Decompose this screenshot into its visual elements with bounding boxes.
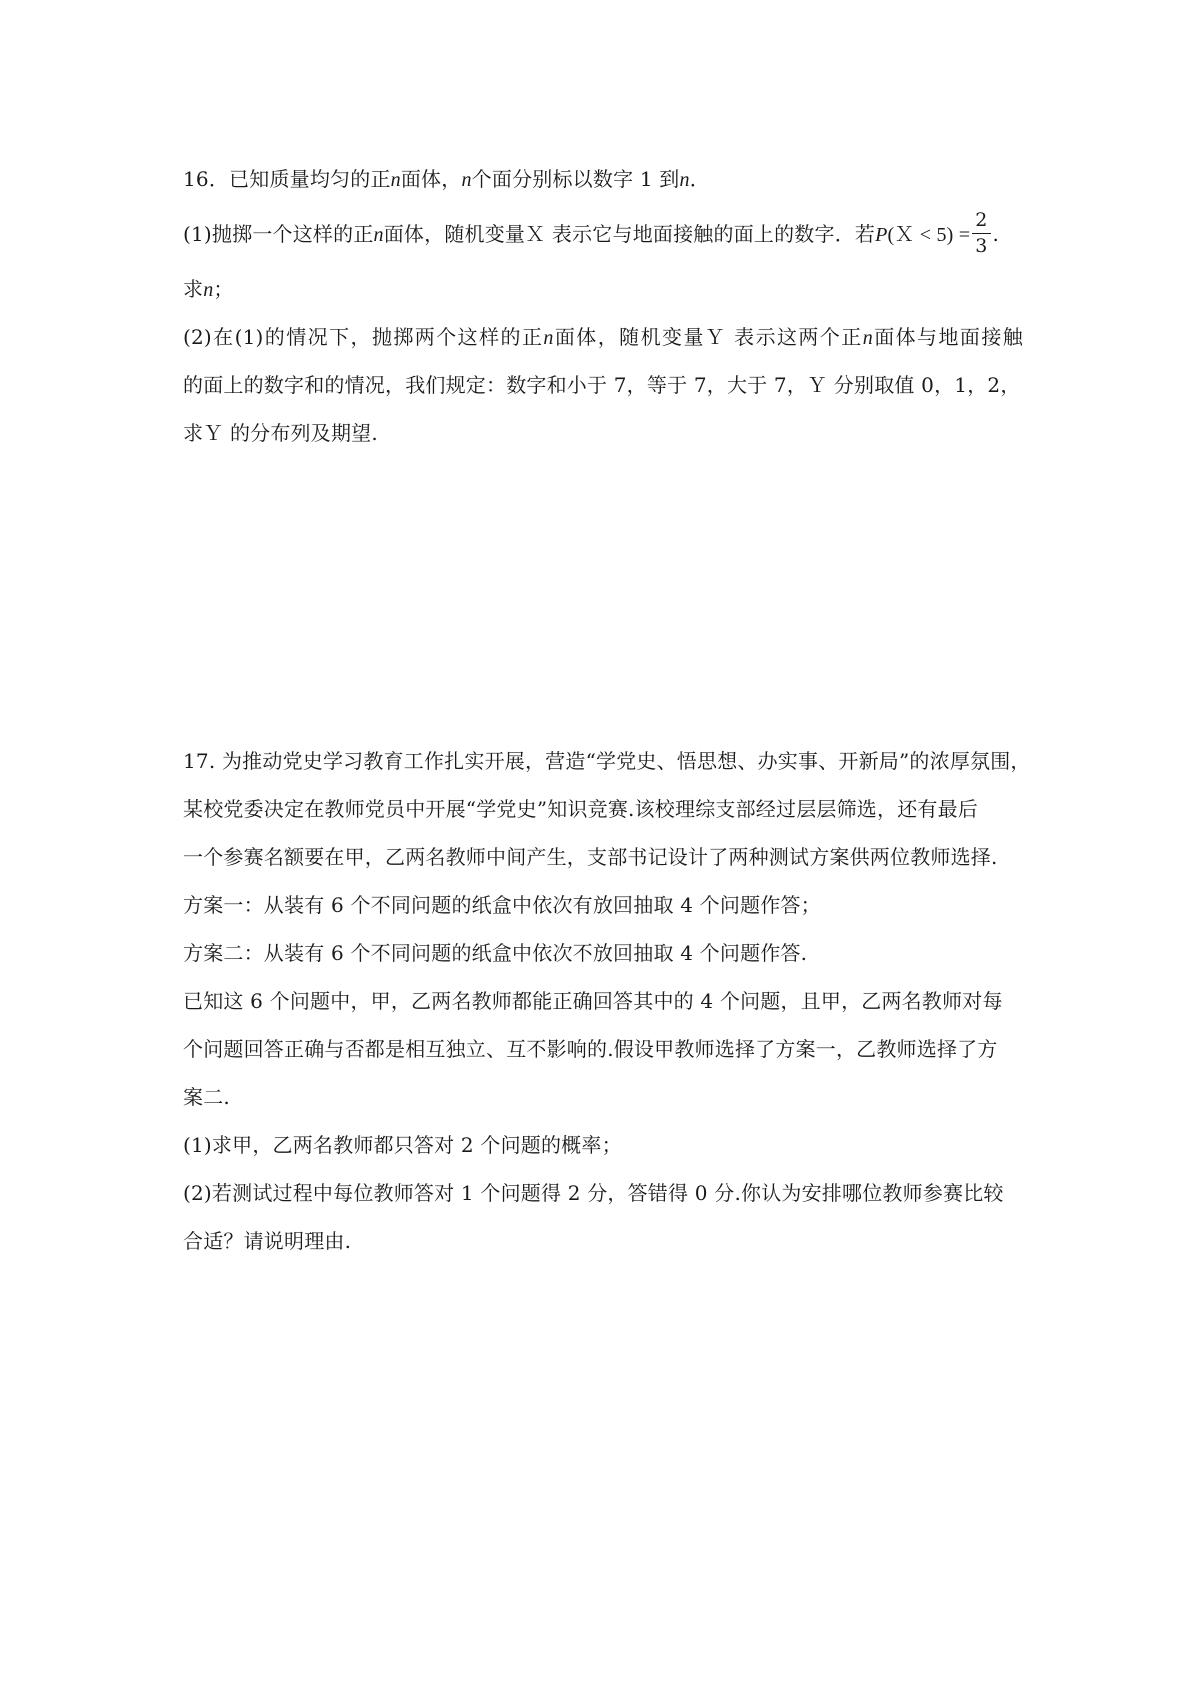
- fraction-numerator: 2: [972, 211, 990, 234]
- fraction-denominator: 3: [975, 235, 988, 257]
- stem-text: ．: [689, 167, 710, 191]
- part-1-text: (1)抛掷一个这样的正: [183, 222, 374, 246]
- problem-17-part-2: (2)若测试过程中每位教师答对 1 个问题得 2 分，答错得 0 分.你认为安排哪位教师参赛比较: [183, 1181, 1004, 1205]
- problem-16-stem: [183, 155, 1023, 203]
- variable-n: n: [203, 279, 214, 301]
- problem-17-line: 已知这 6 个问题中，甲，乙两名教师都能正确回答其中的 4 个问题，且甲，乙两名教师对每: [183, 989, 1003, 1013]
- fraction-two-thirds: [972, 211, 990, 256]
- problem-16-part-1: [183, 203, 1023, 265]
- part-2-text: 面体与地面接触: [872, 325, 1023, 349]
- stem-text: 个面分别标以数字 1 到: [471, 167, 680, 191]
- problem-17-part-1: (1)求甲，乙两名教师都只答对 2 个问题的概率；: [183, 1133, 622, 1157]
- problem-17-line: 某校党委决定在教师党员中开展“学党史”知识竞赛.该校理综支部经过层层筛选，还有最后: [183, 797, 979, 821]
- problem-16: [183, 155, 1023, 457]
- problem-17: [183, 737, 1031, 1265]
- part-1-end: .: [992, 222, 1000, 246]
- problem-16-part-2-line-3: 求Ｙ 的分布列及期望.: [183, 421, 378, 445]
- probability-symbol: P: [875, 224, 888, 246]
- variable-n: n: [543, 327, 554, 349]
- variable-n: n: [461, 169, 472, 191]
- ask-text: 求: [183, 277, 204, 301]
- part-2-text: 面体，随机变量Ｙ 表示这两个正: [553, 325, 863, 349]
- part-2-text: (2)在(1)的情况下，抛掷两个这样的正: [183, 325, 544, 349]
- variable-n: n: [373, 224, 384, 246]
- stem-text: 面体，: [400, 167, 462, 191]
- problem-17-plan-1: 方案一：从装有 6 个不同问题的纸盒中依次有放回抽取 4 个问题作答；: [183, 893, 821, 917]
- variable-n: n: [390, 169, 401, 191]
- problem-17-part-2-end: 合适？请说明理由.: [183, 1229, 352, 1253]
- problem-16-part-2-line-1: [183, 313, 1023, 361]
- problem-16-part-1-ask: [183, 265, 1023, 313]
- problem-17-line: 个问题回答正确与否都是相互独立、互不影响的.假设甲教师选择了方案一，乙教师选择了方: [183, 1037, 998, 1061]
- ask-text: ；: [213, 277, 234, 301]
- problem-17-line: 一个参赛名额要在甲，乙两名教师中间产生，支部书记设计了两种测试方案供两位教师选择.: [183, 845, 998, 869]
- problem-17-line: 17. 为推动党史学习教育工作扎实开展，营造“学党史、悟思想、办实事、开新局”的浓厚氛围，: [183, 749, 1031, 773]
- variable-n: n: [862, 327, 873, 349]
- probability-expression: (Ｘ < 5) =: [887, 224, 971, 246]
- stem-text: 16．已知质量均匀的正: [183, 167, 391, 191]
- part-1-text: 面体，随机变量Ｘ 表示它与地面接触的面上的数字．若: [383, 222, 876, 246]
- problem-17-plan-2: 方案二：从装有 6 个不同问题的纸盒中依次不放回抽取 4 个问题作答.: [183, 941, 808, 965]
- problem-16-part-2-line-2: 的面上的数字和的情况，我们规定：数字和小于 7，等于 7，大于 7，Ｙ 分别取值 0，1，2，: [183, 373, 1021, 397]
- problem-17-line: 案二.: [183, 1085, 230, 1109]
- variable-n: n: [679, 169, 690, 191]
